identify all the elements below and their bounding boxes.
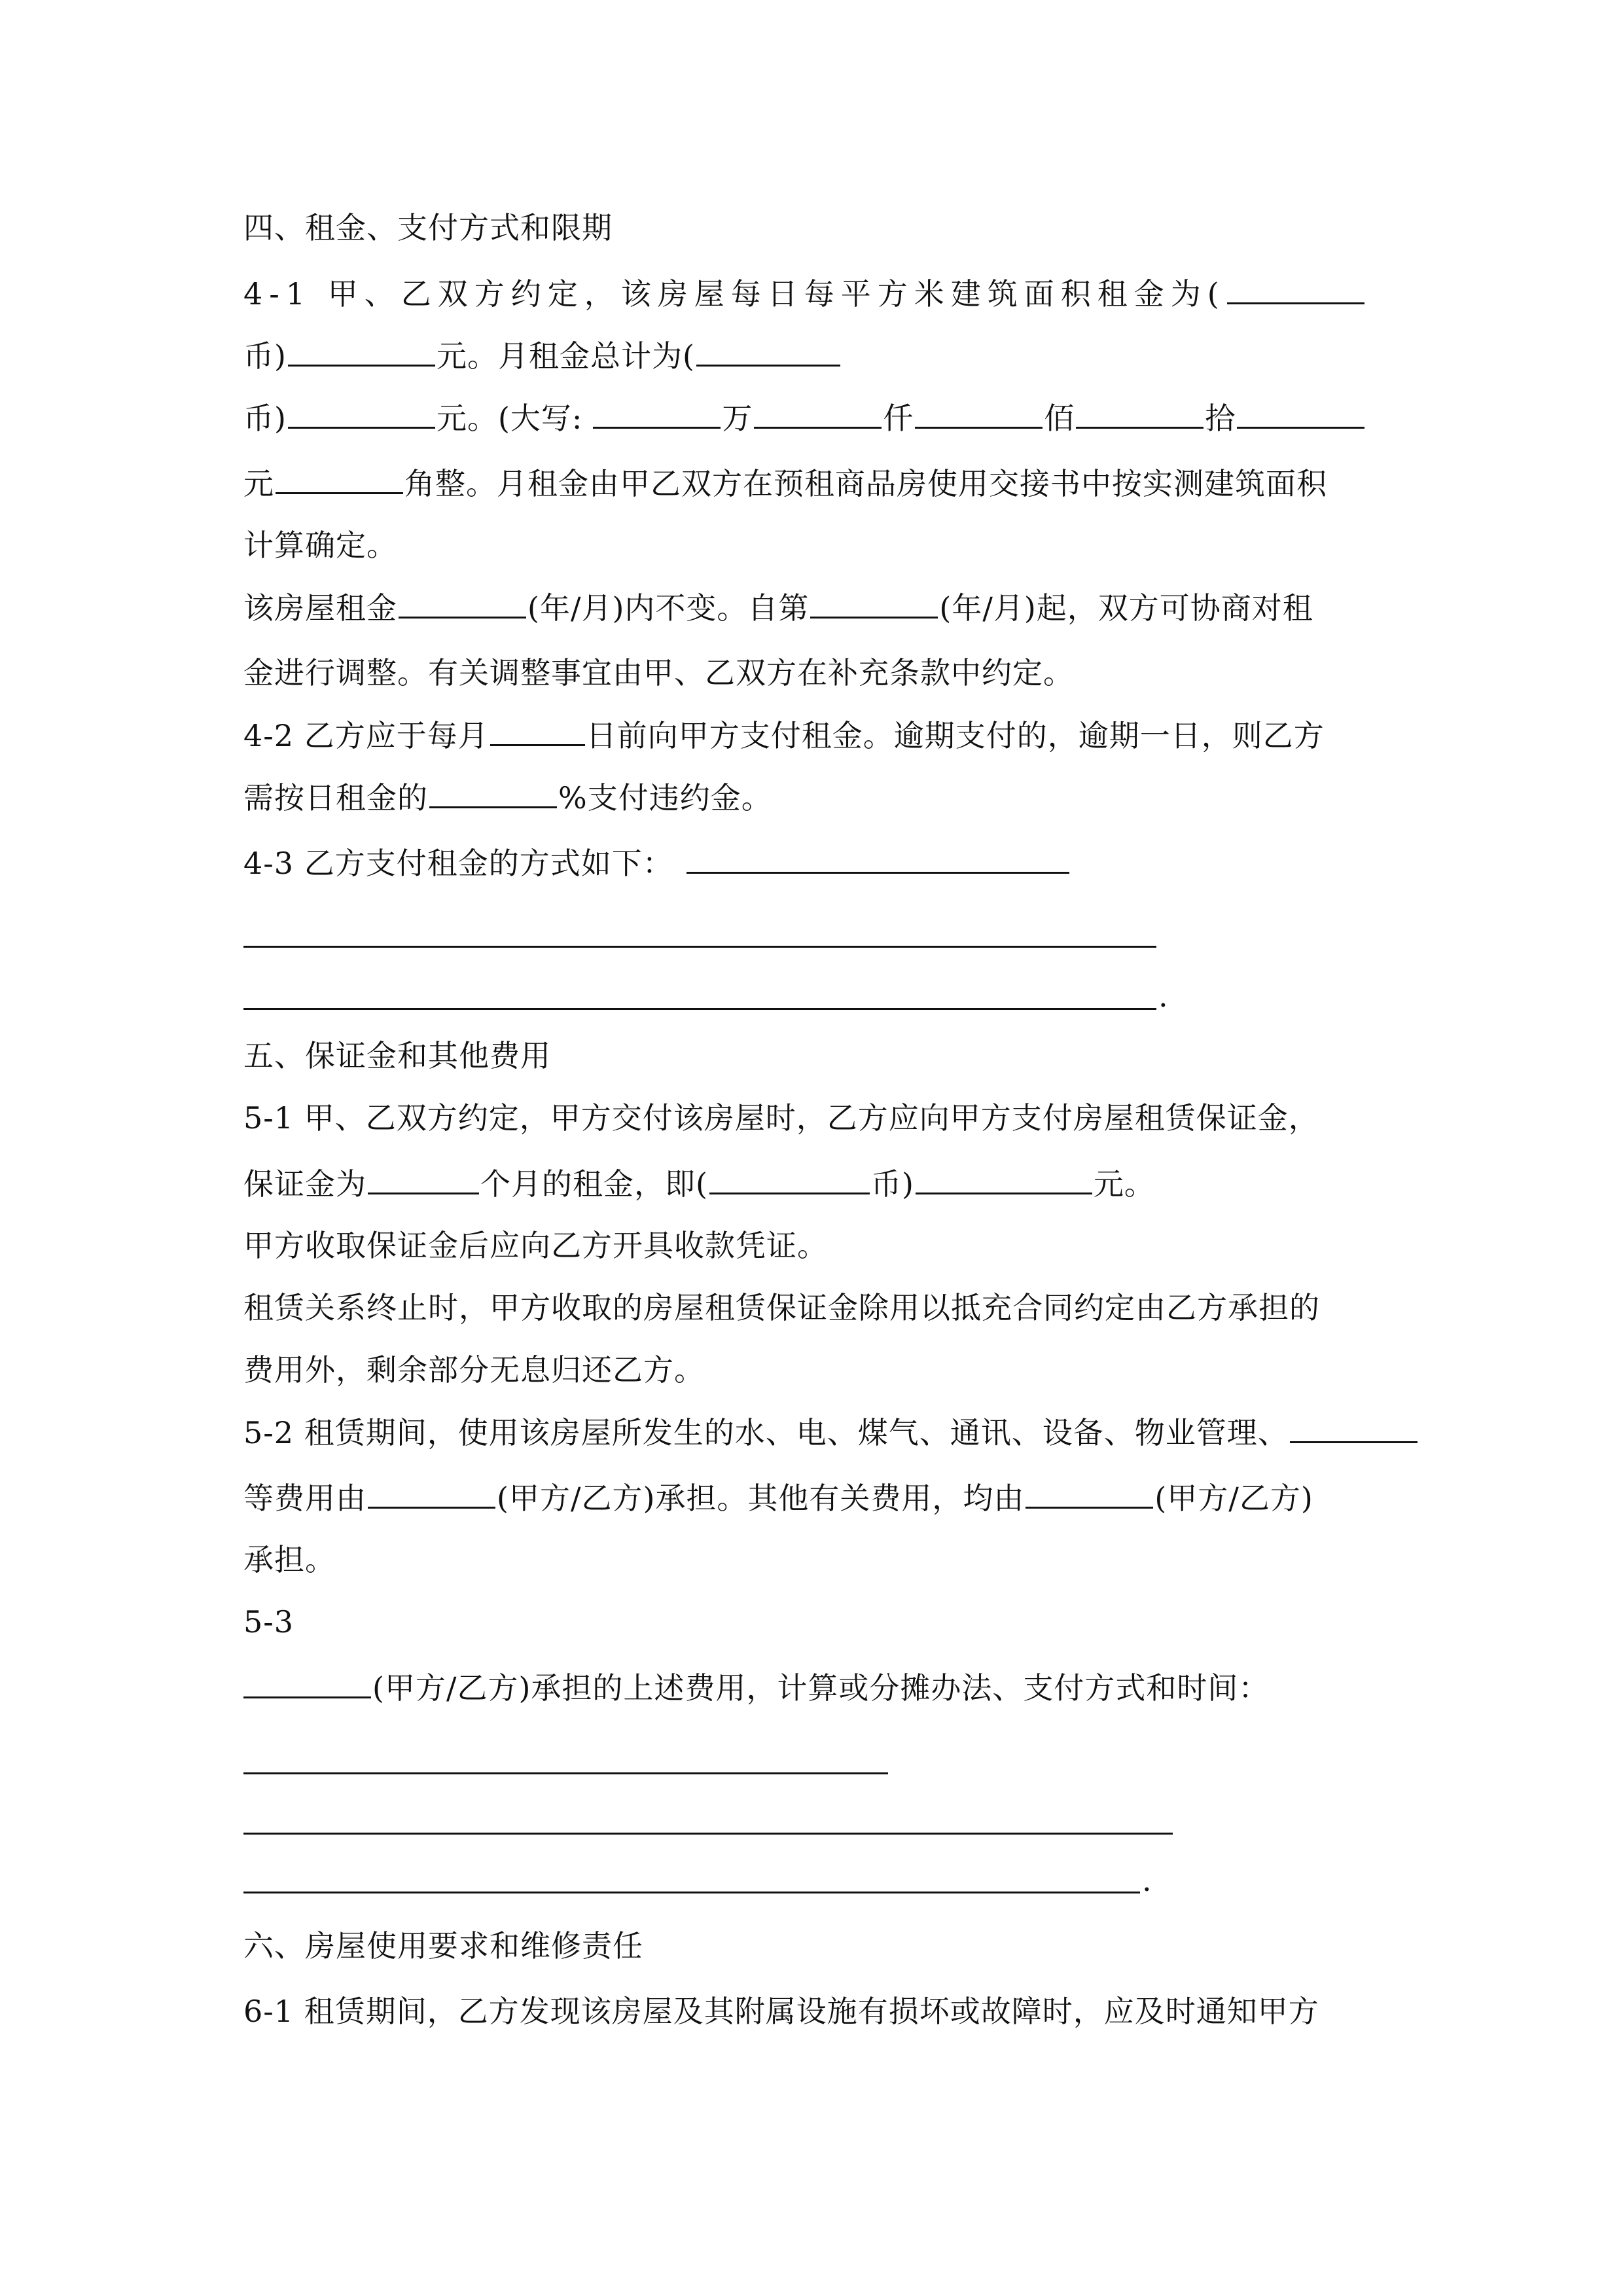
blank-line[interactable] xyxy=(243,1892,1140,1893)
blank-field[interactable] xyxy=(696,336,840,367)
clause-4-1-line-7: 金进行调整。有关调整事宜由甲、乙双方在补充条款中约定。 xyxy=(243,655,1074,691)
blank-field[interactable] xyxy=(754,398,882,429)
clause-4-1-line-4 xyxy=(243,463,1327,503)
text: 元。(大写: xyxy=(436,401,583,436)
text: 等费用由 xyxy=(243,1480,366,1516)
blank-field[interactable] xyxy=(1076,398,1204,429)
text: 4-2 乙方应于每月 xyxy=(243,718,489,753)
text: 该房屋租金 xyxy=(243,590,397,626)
text: (年/月)内不变。自第 xyxy=(527,590,810,626)
blank-field[interactable] xyxy=(916,1164,1092,1194)
clause-6-1-line-1: 6-1 租赁期间，乙方发现该房屋及其附属设施有损坏或故障时，应及时通知甲方 xyxy=(243,1994,1319,2029)
blank-field[interactable] xyxy=(709,1164,870,1194)
text: (甲方/乙方)承担的上述费用，计算或分摊办法、支付方式和时间： xyxy=(372,1670,1270,1706)
text: 4-3 乙方支付租金的方式如下： xyxy=(243,846,673,881)
clause-4-1-line-2 xyxy=(243,336,842,376)
text: 币) xyxy=(243,338,287,374)
text: 角整。月租金由甲乙双方在预租商品房使用交接书中按实测建筑面积 xyxy=(404,466,1327,501)
blank-field[interactable] xyxy=(1237,398,1364,429)
blank-field[interactable] xyxy=(1290,1412,1418,1443)
blank-line[interactable] xyxy=(243,1772,888,1774)
text: 仟 xyxy=(883,401,914,436)
text: 币) xyxy=(243,401,287,436)
text: 4-1 甲、乙双方约定，该房屋每日每平方米建筑面积租金为( xyxy=(243,276,1226,312)
blank-field[interactable] xyxy=(288,336,435,367)
clause-5-2-line-3: 承担。 xyxy=(243,1542,336,1577)
text: 佰 xyxy=(1044,401,1075,436)
blank-field[interactable] xyxy=(243,1668,371,1698)
blank-line[interactable] xyxy=(243,1008,1156,1010)
text: (甲方/乙方)承担。其他有关费用，均由 xyxy=(497,1480,1025,1516)
clause-5-3-line-1: 5-3 xyxy=(243,1604,294,1640)
section-heading-4: 四、租金、支付方式和限期 xyxy=(243,210,613,245)
text: 拾 xyxy=(1205,401,1236,436)
text: 万 xyxy=(722,401,753,436)
blank-field[interactable] xyxy=(1026,1478,1153,1509)
blank-field[interactable] xyxy=(1227,274,1364,304)
blank-field[interactable] xyxy=(915,398,1043,429)
clause-4-1-line-3 xyxy=(243,398,1366,438)
clause-4-1-line-1 xyxy=(243,274,1366,314)
clause-5-3-line-2 xyxy=(243,1668,1269,1708)
clause-5-1-line-5: 费用外，剩余部分无息归还乙方。 xyxy=(243,1352,705,1388)
clause-5-1-line-1: 5-1 甲、乙双方约定，甲方交付该房屋时，乙方应向甲方支付房屋租赁保证金， xyxy=(243,1100,1319,1136)
end-mark: . xyxy=(1158,978,1168,1014)
section-heading-5: 五、保证金和其他费用 xyxy=(243,1038,551,1073)
text: (年/月)起，双方可协商对租 xyxy=(939,590,1313,626)
clause-5-1-line-3: 甲方收取保证金后应向乙方开具收款凭证。 xyxy=(243,1228,828,1263)
blank-field[interactable] xyxy=(687,843,1069,874)
text: 保证金为 xyxy=(243,1166,366,1202)
clause-4-2-line-2 xyxy=(243,778,772,817)
clause-5-2-line-1 xyxy=(243,1412,1419,1452)
text: 5-2 租赁期间，使用该房屋所发生的水、电、煤气、通讯、设备、物业管理、 xyxy=(243,1415,1289,1450)
clause-4-2-line-1 xyxy=(243,715,1325,755)
blank-line[interactable] xyxy=(243,946,1156,948)
clause-5-2-line-2 xyxy=(243,1478,1313,1518)
blank-field[interactable] xyxy=(368,1164,479,1194)
text: 个月的租金，即( xyxy=(480,1166,708,1202)
clause-4-1-line-6 xyxy=(243,588,1313,628)
blank-field[interactable] xyxy=(276,463,403,494)
text: (甲方/乙方) xyxy=(1154,1480,1313,1516)
clause-5-1-line-4: 租赁关系终止时，甲方收取的房屋租赁保证金除用以抵充合同约定由乙方承担的 xyxy=(243,1290,1320,1325)
text: 日前向甲方支付租金。逾期支付的，逾期一日，则乙方 xyxy=(586,718,1325,753)
blank-field[interactable] xyxy=(288,398,435,429)
blank-field[interactable] xyxy=(399,588,526,619)
clause-4-3-line-1 xyxy=(243,843,1071,883)
clause-4-1-line-5: 计算确定。 xyxy=(243,528,397,563)
text: %支付违约金。 xyxy=(558,780,772,816)
blank-field[interactable] xyxy=(490,715,585,746)
end-mark: . xyxy=(1142,1863,1152,1898)
clause-5-1-line-2 xyxy=(243,1164,1155,1204)
text: 元。 xyxy=(1093,1166,1155,1202)
blank-field[interactable] xyxy=(593,398,721,429)
text: 币) xyxy=(870,1166,914,1202)
text: 元。月租金总计为( xyxy=(436,338,695,374)
section-heading-6: 六、房屋使用要求和维修责任 xyxy=(243,1928,643,1964)
blank-field[interactable] xyxy=(810,588,938,619)
blank-field[interactable] xyxy=(368,1478,495,1509)
text: 需按日租金的 xyxy=(243,780,428,816)
blank-field[interactable] xyxy=(429,778,557,808)
blank-line[interactable] xyxy=(243,1833,1173,1835)
text: 元 xyxy=(243,466,274,501)
